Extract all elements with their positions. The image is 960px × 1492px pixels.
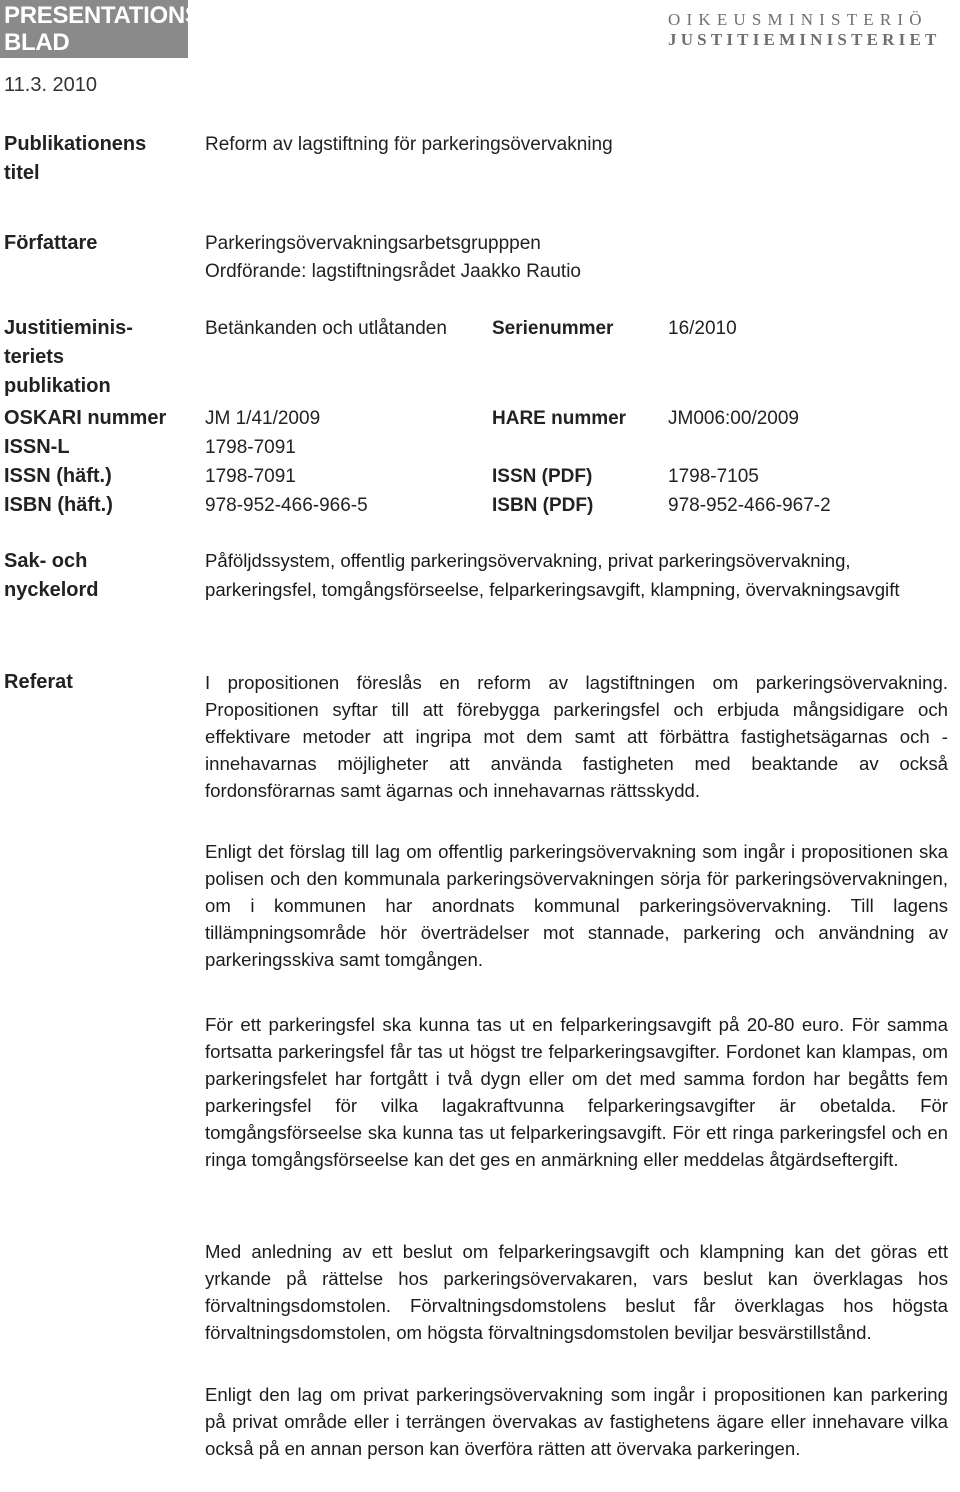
issnl-label: ISSN-L bbox=[4, 436, 70, 458]
issnl-value: 1798-7091 bbox=[205, 437, 296, 458]
ministry-name-finnish: OIKEUSMINISTERIÖ bbox=[668, 10, 928, 29]
oskari-label: OSKARI nummer bbox=[4, 407, 167, 429]
abstract-paragraph-3: För ett parkeringsfel ska kunna tas ut en felparkeringsavgift på 20-80 euro. För samma fortsatta parkeringsfel får tas ut högst tre felparkeringsavgifter. Fordonet kan klampas, om parkeringsfelet har fortgått i två dygn eller om det med samma fordon har begåtts fem parkeringsfel för vilka lagakraftvunna felparkeringsavgifter är obetalda. För tomgångsförseelse ska kunna tas ut felparkeringsavgift. För ett ringa parkeringsfel och en ringa tomgångsförseelse kan det ges en anmärkning eller meddelas åtgärdseftergift. bbox=[205, 1014, 948, 1170]
publication-date: 11.3. 2010 bbox=[4, 74, 98, 96]
oskari-value: JM 1/41/2009 bbox=[205, 408, 321, 429]
isbn-print-label: ISBN (häft.) bbox=[4, 494, 113, 516]
presentation-logo bbox=[0, 0, 209, 58]
logo-line-1: PRESENTATIONS- bbox=[4, 2, 209, 29]
issn-pdf-value: 1798-7105 bbox=[668, 466, 759, 487]
author-label: Författare bbox=[4, 232, 98, 254]
hare-label: HARE nummer bbox=[492, 408, 627, 429]
isbn-pdf-label: ISBN (PDF) bbox=[492, 495, 594, 516]
abstract-label: Referat bbox=[4, 671, 73, 693]
logo-line-2: BLAD bbox=[4, 29, 70, 56]
publication-value: Betänkanden och utlåtanden bbox=[205, 318, 447, 339]
logo-text bbox=[4, 2, 208, 56]
keywords-label-line-1: Sak- och bbox=[4, 550, 88, 572]
serial-label: Serienummer bbox=[492, 318, 614, 339]
keywords-label-line-2: nyckelord bbox=[4, 579, 99, 601]
abstract-paragraph-5: Enligt den lag om privat parkeringsövervakning som ingår i propositionen kan parkering på privat område eller i terrängen övervakas av fastighetens ägare eller innehavare vilka också på en annan person kan överföra rätten att övervaka parkeringen. bbox=[205, 1384, 948, 1459]
title-label: Publikationens titel bbox=[4, 133, 147, 184]
issn-print-value: 1798-7091 bbox=[205, 466, 296, 487]
abstract-paragraph-1: I propositionen föreslås en reform av lagstiftningen om parkeringsövervakning. Propositionen syftar till att förebygga parkeringsfel och erbjuda mångsidigare och effektivare metoder att ingripa mot dem samt att förbättra fastighetsägarnas och -innehavarnas möjligheter att använda fastigheten med beaktande av också fordonsförarnas samt ägarnas och innehavarnas rättsskydd. bbox=[205, 672, 948, 801]
ministry-name-swedish: JUSTITIEMINISTERIET bbox=[668, 30, 941, 49]
isbn-pdf-value: 978-952-466-967-2 bbox=[668, 495, 831, 516]
author-line-2: Ordförande: lagstiftningsrådet Jaakko Rautio bbox=[205, 261, 581, 282]
publication-label: Justitieminis-teriets publikation bbox=[4, 317, 133, 397]
author-line-1: Parkeringsövervakningsarbetsgrupppen bbox=[205, 233, 541, 254]
hare-value: JM006:00/2009 bbox=[668, 408, 799, 429]
abstract-paragraph-2: Enligt det förslag till lag om offentlig parkeringsövervakning som ingår i propositionen ska polisen och den kommunala parkeringsövervakningen sörja för parkeringsövervakningen, om i kommunen har anordnats kommunal parkeringsövervakning. Till lagens tillämpningsområde hör överträdelser mot stannade, parkering och användning av parkeringsskiva samt tomgången. bbox=[205, 841, 948, 970]
abstract-paragraph-4: Med anledning av ett beslut om felparkeringsavgift och klampning kan det göras ett yrkande på rättelse hos parkeringsövervakaren, vars beslut kan överklagas hos förvaltningsdomstolen. Förvaltningsdomstolens beslut får överklagas hos högsta förvaltningsdomstolen, om högsta förvaltningsdomstolen beviljar besvärstillstånd. bbox=[205, 1241, 948, 1343]
issn-print-label: ISSN (häft.) bbox=[4, 465, 112, 487]
issn-pdf-label: ISSN (PDF) bbox=[492, 466, 593, 487]
keywords-value: Påföljdssystem, offentlig parkeringsövervakning, privat parkeringsövervakning, parkeringsfel, tomgångsförseelse, felparkeringsavgift, klampning, övervakningsavgift bbox=[205, 550, 900, 600]
isbn-print-value: 978-952-466-966-5 bbox=[205, 495, 368, 516]
title-value: Reform av lagstiftning för parkeringsövervakning bbox=[205, 134, 613, 155]
serial-value: 16/2010 bbox=[668, 318, 737, 339]
